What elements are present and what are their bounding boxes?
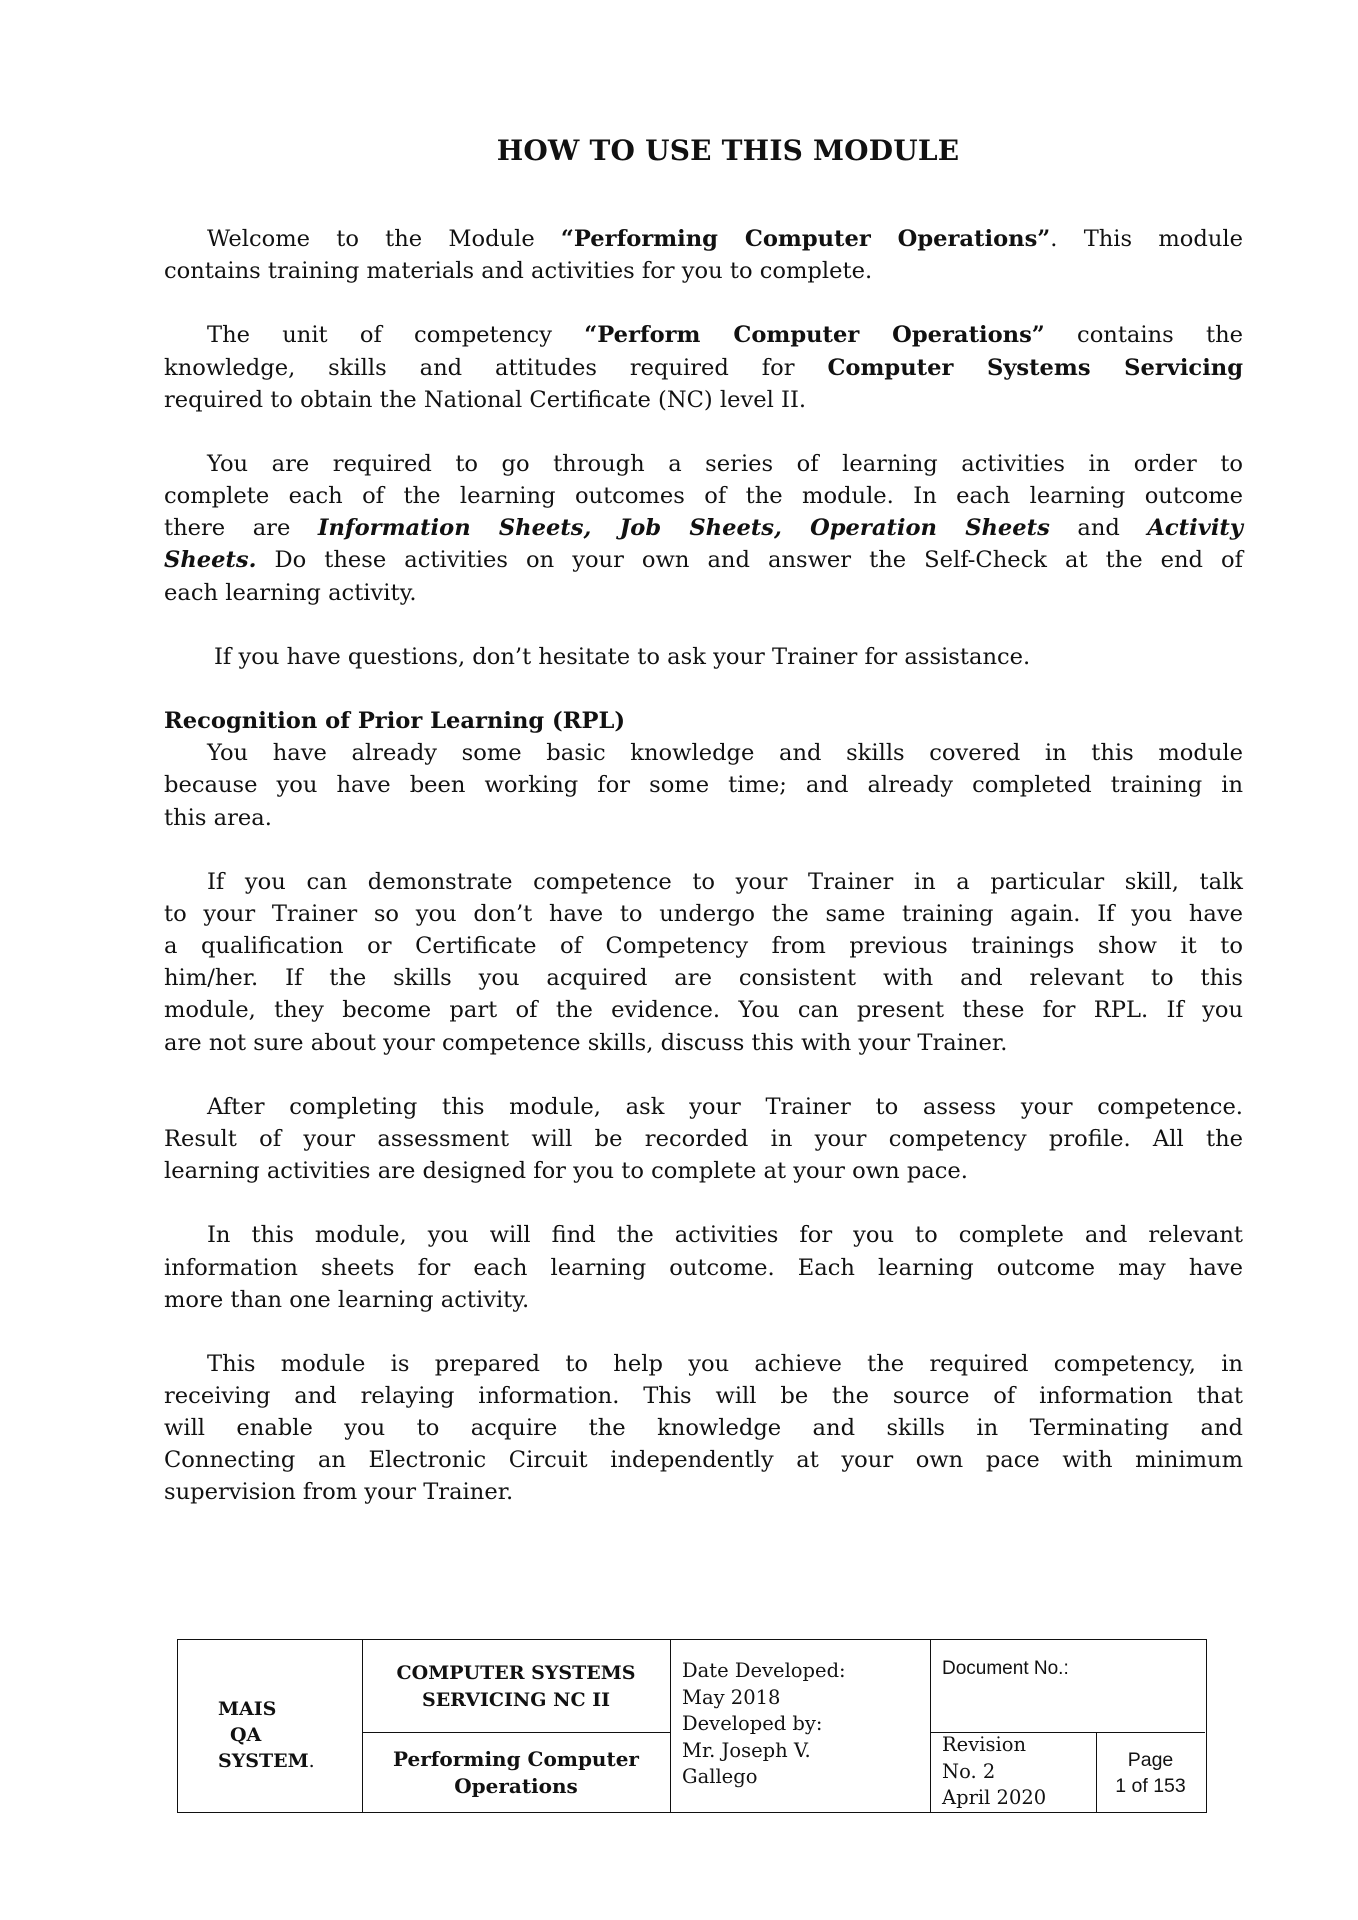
text-run: there are (164, 515, 318, 542)
text-line (164, 1155, 1243, 1187)
text-line (164, 898, 1243, 930)
footer-table (177, 1639, 1207, 1813)
text-line (164, 930, 1243, 962)
paragraph-spacer (164, 1059, 1243, 1091)
text-run: Result of your assessment will be recorded in your competency profile. All the (164, 1125, 1243, 1152)
text-run: receiving and relaying information. This will be the source of information that (164, 1383, 1243, 1410)
text-run: Recognition of Prior Learning (RPL) (164, 708, 626, 735)
paragraph-spacer (164, 1316, 1243, 1348)
footer-developed-cell (670, 1640, 930, 1811)
text-line (164, 1348, 1243, 1380)
bold-text: “Perform Computer Operations” (584, 322, 1045, 349)
text-run: more than one learning activity. (164, 1286, 530, 1313)
text-run: a qualification or Certificate of Competency from previous trainings show it to (164, 933, 1243, 960)
page-number: 1 of 153 (1115, 1775, 1186, 1797)
text-run: contains training materials and activities for you to complete. (164, 258, 873, 285)
text-line (164, 994, 1243, 1026)
text-run: If you can demonstrate competence to your Trainer in a particular skill, talk (207, 868, 1243, 895)
text-run: You have already some basic knowledge and skills covered in this module (207, 740, 1243, 767)
bold-italic-text: Information Sheets, Job Sheets, Operation Sheets (317, 515, 1050, 542)
text-line (164, 255, 1243, 287)
page-title: HOW TO USE THIS MODULE (496, 134, 960, 167)
text-line (164, 1091, 1243, 1123)
text-line (164, 1412, 1243, 1444)
course-line: SERVICING NC II (421, 1689, 611, 1711)
footer-revision-cell (930, 1732, 1096, 1811)
text-line (164, 1284, 1243, 1316)
org-line (218, 1748, 362, 1774)
text-run: this area. (164, 804, 272, 831)
text-line (164, 1219, 1243, 1251)
text-line (164, 769, 1243, 801)
revision-line: April 2020 (942, 1786, 1047, 1809)
paragraph-spacer (164, 673, 1243, 705)
text-run: him/her. If the skills you acquired are consistent with and relevant to this (164, 965, 1243, 992)
text-run: required to obtain the National Certificate (NC) level II. (164, 386, 807, 413)
revision-line: No. 2 (942, 1759, 996, 1783)
footer-module-cell (362, 1732, 670, 1811)
text-line (164, 641, 1243, 673)
page-label: Page (1127, 1749, 1174, 1771)
text-run: knowledge, skills and attitudes required for (164, 354, 828, 381)
text-line (164, 512, 1243, 544)
text-line (164, 1252, 1243, 1284)
date-developed-value: May 2018 (682, 1685, 781, 1709)
org-line: MAIS (218, 1698, 277, 1720)
developed-by-value: Gallego (682, 1765, 758, 1788)
text-run: supervision from your Trainer. (164, 1479, 514, 1506)
paragraph-spacer (164, 834, 1243, 866)
footer-page-cell (1096, 1732, 1205, 1811)
text-run: information sheets for each learning outcome. Each learning outcome may have (164, 1254, 1243, 1281)
document-no-label: Document No.: (942, 1658, 1069, 1679)
text-line (164, 962, 1243, 994)
bold-italic-text: Activity (1147, 515, 1243, 542)
text-line (164, 1476, 1243, 1508)
text-run: complete each of the learning outcomes of the module. In each learning outcome (164, 483, 1243, 510)
developed-by-label: Developed by: (682, 1712, 823, 1735)
text-line (164, 1380, 1243, 1412)
text-run: each learning activity. (164, 579, 417, 606)
text-run: In this module, you will find the activities for you to complete and relevant (207, 1222, 1243, 1249)
text-line (164, 544, 1243, 576)
course-line: COMPUTER SYSTEMS (396, 1662, 636, 1684)
text-run: Do these activities on your own and answer the Self-Check at the end of (256, 547, 1243, 574)
text-line (164, 352, 1243, 384)
text-line (164, 223, 1243, 255)
paragraph-spacer (164, 287, 1243, 319)
text-line (164, 448, 1243, 480)
bold-italic-text: Sheets. (164, 547, 257, 574)
text-line (164, 577, 1243, 609)
text-run: If you have questions, don’t hesitate to ask your Trainer for assistance. (214, 643, 1031, 670)
footer-course-cell (362, 1640, 670, 1732)
org-line-text: SYSTEM (218, 1750, 309, 1772)
developed-by-value: Mr. Joseph V. (682, 1738, 811, 1762)
text-run: are not sure about your competence skills, discuss this with your Trainer. (164, 1029, 1008, 1056)
text-line (164, 319, 1243, 351)
section-heading (164, 705, 1243, 737)
footer-org-cell (178, 1640, 362, 1811)
text-run: learning activities are designed for you to complete at your own pace. (164, 1158, 968, 1185)
text-line (164, 1027, 1243, 1059)
text-run: Welcome to the Module (207, 226, 561, 252)
text-run: and (1049, 515, 1148, 542)
text-line (164, 802, 1243, 834)
text-run: Connecting an Electronic Circuit independently at your own pace with minimum (164, 1447, 1243, 1474)
org-line: QA (230, 1724, 262, 1746)
text-line (164, 384, 1243, 416)
text-line (164, 480, 1243, 512)
text-line (164, 866, 1243, 898)
footer-document-no-cell (930, 1640, 1205, 1732)
text-line (164, 1123, 1243, 1155)
text-line (164, 1444, 1243, 1476)
paragraph-spacer (164, 1187, 1243, 1219)
bold-text: “Performing Computer Operations” (560, 226, 1051, 252)
module-line: Performing Computer (393, 1747, 639, 1771)
revision-line: Revision (942, 1733, 1027, 1756)
document-body (164, 223, 1243, 1509)
text-run: will enable you to acquire the knowledge and skills in Terminating and (164, 1415, 1243, 1442)
text-run: because you have been working for some time; and already completed training in (164, 772, 1243, 799)
text-run: The unit of competency (207, 322, 585, 349)
text-run: module, they become part of the evidence. You can present these for RPL. If you (164, 997, 1243, 1024)
module-line: Operations (454, 1774, 578, 1798)
date-developed-label: Date Developed: (682, 1659, 846, 1682)
text-run: You are required to go through a series of learning activities in order to (207, 450, 1243, 477)
text-run: to your Trainer so you don’t have to undergo the same training again. If you have (164, 900, 1243, 927)
bold-text: Computer Systems Servicing (827, 354, 1243, 381)
paragraph-spacer (164, 416, 1243, 448)
text-run: contains the (1044, 322, 1243, 349)
org-dot: . (308, 1750, 315, 1772)
paragraph-spacer (164, 609, 1243, 641)
text-line (164, 737, 1243, 769)
text-run: After completing this module, ask your Trainer to assess your competence. (207, 1093, 1243, 1120)
text-run: . This module (1050, 226, 1243, 252)
text-run: This module is prepared to help you achieve the required competency, in (207, 1350, 1243, 1377)
